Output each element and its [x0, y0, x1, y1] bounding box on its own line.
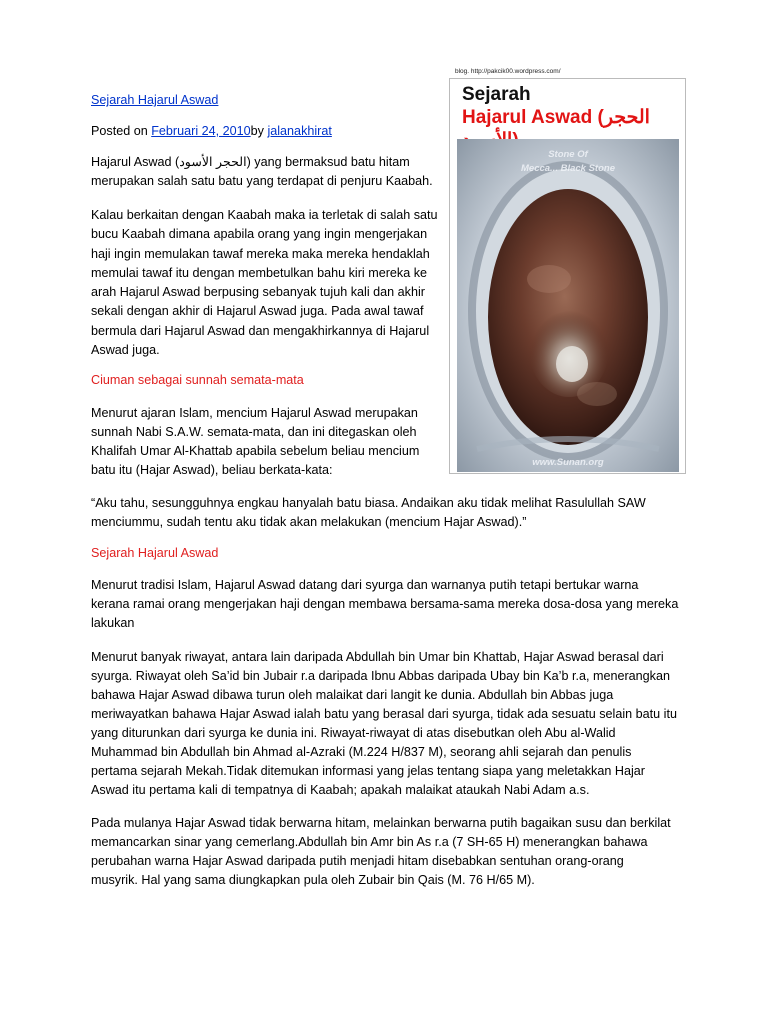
text-line: arah Hajarul Aswad berpusing sebanyak tujuh kali dan akhir: [91, 285, 425, 300]
paragraph-riwayat: [91, 648, 677, 800]
watermark-top-line2: Mecca... Black Stone: [521, 163, 615, 174]
text-line: bahawa Hajar Aswad dibawa turun oleh malaikat dari langit ke dunia. Abdullah bin Abbas juga: [91, 688, 614, 702]
posted-date-link[interactable]: Februari 24, 2010: [151, 124, 251, 138]
figure-title-line1: Sejarah: [462, 84, 531, 105]
section-heading-ciuman: Ciuman sebagai sunnah semata-mata: [91, 373, 304, 387]
text-line: meriwayatkan bahawa Hajar Aswad ialah batu yang berasal dari syurga, tidak ada sesuatu selain batu itu: [91, 707, 677, 721]
paragraph-umar: [91, 404, 419, 480]
text-line: perubahan warna Hajar Aswad daripada putih menjadi hitam disebabkan sentuhan orang-orang: [91, 854, 624, 868]
figure-source-url: blog. http://pakcik00.wordpress.com/: [455, 68, 561, 75]
text-line: batu itu (Hajar Aswad), beliau berkata-kata:: [91, 463, 333, 477]
text-line: merupakan salah satu batu yang terdapat di penjuru Kaabah.: [91, 174, 433, 188]
black-stone-photo: [457, 139, 679, 472]
text-line: sekali dengan akhir di Hajarul Aswad juga. Pada awal tawaf: [91, 304, 424, 319]
posted-prefix: Posted on: [91, 124, 152, 138]
figure-title-line2: Hajarul Aswad (الحجر: [462, 107, 650, 128]
text-line: kerana ramai orang mengerjakan haji dengan membawa bersama-sama mereka dosa-dosa yang mereka: [91, 597, 679, 611]
text-line: Pada mulanya Hajar Aswad tidak berwarna hitam, melainkan berwarna putih bagaikan susu dan berkilat: [91, 816, 671, 830]
text-line: menciummu, sudah tentu aku tidak akan melakukan (mencium Hajar Aswad).”: [91, 515, 527, 529]
text-line: syurga. Riwayat oleh Sa’id bin Jubair r.a daripada Ibnu Abbas daripada Ubay bin Ka’b r.a, menerangkan: [91, 669, 670, 683]
article-figure: [449, 66, 686, 474]
text-line: Aswad juga.: [91, 343, 160, 358]
text-line: pertama sejarah Mekah.Tidak ditemukan informasi yang jelas tentang siapa yang meletakkan Hajar: [91, 764, 645, 778]
posted-by: by: [250, 124, 268, 138]
watermark-bottom: www.Sunan.org: [532, 457, 604, 468]
quote-umar: [91, 494, 646, 532]
posted-meta: [91, 122, 332, 141]
text-line: sunnah Nabi S.A.W. semata-mata, dan ini ditegaskan oleh: [91, 425, 417, 439]
text-line: Muhammad bin Abdullah bin Ahmad al-Azraki (M.224 H/837 M), seorang ahli sejarah dan penulis: [91, 745, 632, 759]
text-line: Menurut ajaran Islam, mencium Hajarul Aswad merupakan: [91, 406, 418, 420]
text-line: memancarkan sinar yang cemerlang.Abdullah bin Amr bin As r.a (7 SH-65 H) menerangkan bahawa: [91, 835, 648, 849]
author-link[interactable]: jalanakhirat: [267, 124, 332, 138]
text-line: Khalifah Umar Al-Khattab apabila sebelum beliau mencium: [91, 444, 420, 458]
text-line: “Aku tahu, sesungguhnya engkau hanyalah batu biasa. Andaikan aku tidak melihat Rasulullah SAW: [91, 496, 646, 510]
article-title-link[interactable]: Sejarah Hajarul Aswad: [91, 93, 219, 107]
black-stone-illustration: [457, 139, 679, 472]
watermark-top-line1: Stone Of: [548, 149, 588, 160]
paragraph-kaabah-location: [91, 206, 438, 360]
section-heading-sejarah: Sejarah Hajarul Aswad: [91, 546, 219, 560]
figure-frame: [449, 78, 686, 474]
text-line: Menurut banyak riwayat, antara lain daripada Abdullah bin Umar bin Khattab, Hajar Aswad berasal dari: [91, 650, 664, 664]
paragraph-intro: [91, 153, 433, 191]
text-line: yang diturunkan dari syurga ke dunia ini. Riwayat-riwayat di atas disebutkan oleh Abu al-Walid: [91, 726, 616, 740]
text-line: haji ingin memulakan tawaf mereka maka mereka hendaklah: [91, 246, 430, 261]
paragraph-tradition: [91, 576, 678, 633]
text-line: Aswad itu pertama kali di tempatnya di Kaabah; apakah malaikat ataukah Nabi Adam a.s.: [91, 783, 590, 797]
text-line: lakukan: [91, 616, 135, 630]
paragraph-color-change: [91, 814, 671, 890]
text-line: bucu Kaabah dimana apabila orang yang ingin mengerjakan: [91, 227, 428, 242]
text-line: Kalau berkaitan dengan Kaabah maka ia terletak di salah satu: [91, 208, 438, 222]
text-line: memulai tawaf itu dengan membetulkan bahu kiri mereka ke: [91, 265, 428, 280]
text-line: Hajarul Aswad (الحجر الأسود) yang bermaksud batu hitam: [91, 155, 410, 169]
text-line: musyrik. Hal yang sama diungkapkan pula oleh Zubair bin Qais (M. 76 H/65 M).: [91, 873, 535, 887]
text-line: bermula dari Hajarul Aswad dan mengakhirkannya di Hajarul: [91, 323, 430, 338]
text-line: Menurut tradisi Islam, Hajarul Aswad datang dari syurga dan warnanya putih tetapi bertukar warna: [91, 578, 639, 592]
